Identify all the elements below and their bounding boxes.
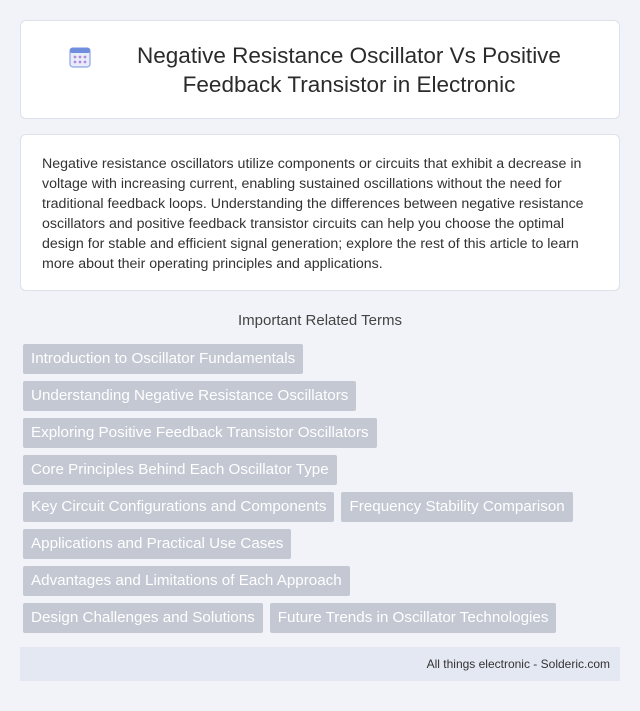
term-row [23, 603, 623, 633]
term-chip[interactable]: Understanding Negative Resistance Oscillators [23, 381, 356, 411]
term-row [23, 455, 623, 485]
term-chip[interactable]: Introduction to Oscillator Fundamentals [23, 344, 303, 374]
page-title: Negative Resistance Oscillator Vs Positive Feedback Transistor in Electronic [137, 42, 561, 97]
term-row [23, 418, 623, 448]
title-card [20, 20, 620, 119]
term-row [23, 529, 623, 559]
term-chip[interactable]: Applications and Practical Use Cases [23, 529, 291, 559]
term-row [23, 492, 623, 522]
term-chip[interactable]: Design Challenges and Solutions [23, 603, 263, 633]
term-chip[interactable]: Future Trends in Oscillator Technologies [270, 603, 557, 633]
calendar-icon [68, 45, 92, 69]
term-chip[interactable]: Key Circuit Configurations and Components [23, 492, 334, 522]
term-chip[interactable]: Exploring Positive Feedback Transistor Oscillators [23, 418, 377, 448]
title-wrap [56, 41, 584, 99]
footer [20, 647, 620, 681]
footer-text[interactable]: All things electronic - Solderic.com [426, 657, 610, 671]
related-terms-heading: Important Related Terms [238, 312, 402, 329]
intro-card [20, 134, 620, 291]
term-row [23, 381, 623, 411]
term-row [23, 566, 623, 596]
related-terms-list [23, 344, 623, 640]
term-row [23, 344, 623, 374]
term-chip[interactable]: Core Principles Behind Each Oscillator Type [23, 455, 337, 485]
term-chip[interactable]: Advantages and Limitations of Each Approach [23, 566, 350, 596]
term-chip[interactable]: Frequency Stability Comparison [341, 492, 572, 522]
intro-paragraph: Negative resistance oscillators utilize components or circuits that exhibit a decrease in voltage with increasing current, enabling sustained oscillations without the need for traditional feedback loops. Understanding the differences between negative resistance oscillators and positive feedback transistor circuits can help you choose the optimal design for stable and efficient signal generation; explore the rest of this article to learn more about their operating principles and applications. [42, 156, 584, 272]
